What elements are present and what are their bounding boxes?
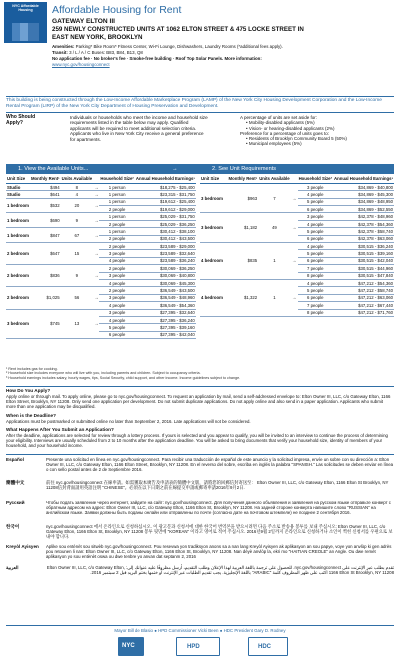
- steps-bar: [6, 164, 394, 174]
- units-cell: 15: [61, 243, 94, 265]
- table-row: [200, 213, 394, 220]
- household-size-cell: 3 people: [99, 250, 134, 257]
- rent-cell: $836: [30, 265, 61, 287]
- units-cell: 1: [258, 243, 291, 280]
- language-name: Español: [6, 457, 24, 462]
- household-size-cell: 8 people: [298, 272, 333, 279]
- household-size-cell: 4 people: [298, 279, 333, 286]
- table-row: [6, 243, 196, 250]
- hdc-logo: HDC: [248, 637, 288, 656]
- step-2-label: 2. See Unit Requirements: [212, 165, 277, 172]
- arrow-cell: →: [291, 183, 298, 213]
- household-size-cell: 4 people: [298, 243, 333, 250]
- income-range-cell: $30,069 - $45,300: [135, 279, 196, 286]
- rent-cell: $532: [30, 198, 61, 213]
- rent-cell: $745: [30, 309, 61, 339]
- transit-line: Transit: 3 / L / A / C Buses: B83, B84, B13, Q8: [52, 50, 143, 55]
- household-size-cell: 4 people: [298, 191, 333, 198]
- household-size-cell: 2 people: [99, 287, 134, 294]
- table-row: [6, 198, 196, 205]
- income-range-cell: $34,869 - $48,950: [333, 198, 394, 205]
- household-size-cell: 1 person: [99, 198, 134, 205]
- income-range-cell: $23,315 - $31,750: [135, 191, 196, 198]
- household-size-cell: 5 people: [298, 198, 333, 205]
- arrow-cell: →: [291, 213, 298, 243]
- arrow-cell: →: [94, 191, 99, 197]
- arrow-cell: →: [94, 184, 99, 190]
- table-row: [6, 183, 196, 190]
- table-row: [6, 213, 196, 220]
- units-table-right-body: [200, 183, 394, 316]
- units-table-left: [6, 176, 196, 339]
- household-size-cell: 7 people: [298, 302, 333, 309]
- income-range-cell: $30,515 - $39,160: [333, 250, 394, 257]
- building-icon: [12, 23, 39, 41]
- after-submission: What Happens After You Submit an Application? After the deadline, applications are selected for review through a lottery process. If yours is selected and you appear to qualify, you will be invited to an interview to continue the process of determining your eligibility. Interviews are usually scheduled from 2 to 10 months after the application deadline. You will be asked to bring documents that verify your household size, identity of members of your household, and your household income.: [6, 427, 388, 448]
- units-table-left-body: [6, 183, 196, 338]
- household-size-cell: 3 people: [99, 272, 134, 279]
- language-name: Kreyòl Ayisyen: [6, 544, 39, 549]
- table-row: [200, 279, 394, 286]
- household-size-cell: 3 people: [99, 309, 134, 316]
- unit-size-cell: 3 bedroom: [6, 309, 30, 339]
- household-size-cell: 2 people: [99, 220, 134, 227]
- income-range-cell: $34,869 - $52,550: [333, 206, 394, 213]
- household-size-cell: 1 person: [99, 191, 134, 198]
- household-size-cell: 2 people: [99, 243, 134, 250]
- rent-cell: $835: [228, 243, 259, 280]
- household-size-cell: 6 people: [298, 235, 333, 242]
- income-range-cell: $19,612 - $25,400: [135, 198, 196, 205]
- income-range-cell: $42,378 - $48,960: [333, 213, 394, 220]
- income-range-cell: $47,212 - $58,740: [333, 287, 394, 294]
- household-size-cell: 4 people: [298, 220, 333, 227]
- set-aside-criteria: A percentage of units are set aside for: • Mobility-disabled applicants (5%) • Vision- or hearing-disabled applicants (2%) Preference for a percentage of units goes to: • Residents of Brooklyn Community Board 5 (50%) • Municipal employees (5%): [240, 115, 347, 147]
- divider: [6, 625, 394, 626]
- rent-cell: $1,322: [228, 279, 259, 316]
- col-household: Household Size²: [298, 176, 333, 183]
- translation-text: Чтобы подать заявление через интернет, зайдите на сайт: nyc.gov/housingconnect. Для получения данного объявления и заявления на русском языке отправьте конверт с обратным адресом на адрес: Elton Owner III, LLC, c/o Gateway Elton, 1166 Elton St, Brooklyn, NY 11208. На задней стороне конверта напишите слово "RUSSIAN" на английском языке. Заявки должны быть поданы онлайн или отправлены по почте (согласно дате на почтовом штемпеле) не позднее 2 сентября 2016.: [46, 500, 391, 516]
- translation-text: nyc.gov/housingconnect 에서 온라인으로 신청하십시오. 이 광고문과 신청서에 대한 한국어 번역본을 받으시려면 다음 주소로 반송용 봉투를 보내 주십시오: Elton Owner III, LLC, c/o Gateway Elton, 1166 Elton St, Brooklyn, NY 11208 봉투 뒷면에 "KOREAN" 이라고 영어로 적어 주십시오. 2016년9월 2일까지 온라인으로 신청하거나 소인이 찍힌 신청서를 우편으로 보내야 합니다.: [46, 524, 393, 540]
- household-size-cell: 4 people: [99, 257, 134, 264]
- how-to-apply: How Do You Apply? Apply online or through mail. To apply online, please go to nyc.gov/housingconnect. To request an application by mail, send a self-addressed envelope to: Elton Owner III, LLC, c/o Gateway Elton, 1166 Elton Street, Brooklyn, NY 11208. Only send one application per development. Do not submit duplicate applications. Do not apply online and also send in a paper application. Applicants who submit more than one application may be disqualified.: [6, 388, 391, 409]
- divider: [6, 454, 394, 455]
- table-row: [200, 243, 394, 250]
- rent-cell: $963: [228, 183, 259, 213]
- table-row: [6, 265, 196, 272]
- income-range-cell: $36,549 - $48,960: [135, 294, 196, 301]
- arrow-cell: →: [93, 309, 99, 339]
- income-range-cell: $42,378 - $54,360: [333, 220, 394, 227]
- income-range-cell: $27,395 - $42,040: [135, 331, 196, 338]
- hpd-logo: HPD: [176, 637, 220, 656]
- rent-cell: $1,182: [228, 213, 259, 243]
- income-range-cell: $30,515 - $47,840: [333, 272, 394, 279]
- nyc-housing-logo: [4, 2, 47, 43]
- unit-size-cell: 1 bedroom: [6, 228, 30, 243]
- col-rent: Monthly Rent¹: [30, 176, 61, 183]
- language-name: Русский: [6, 500, 25, 505]
- household-size-cell: 3 people: [99, 294, 134, 301]
- household-size-cell: 2 people: [99, 265, 134, 272]
- rent-cell: $494: [30, 183, 61, 190]
- arrow-cell: →: [291, 279, 298, 316]
- unit-size-cell: 3 bedroom: [200, 183, 228, 213]
- household-size-cell: 8 people: [298, 309, 333, 316]
- income-range-cell: $30,069 - $40,800: [135, 272, 196, 279]
- more-info-link[interactable]: www.nyc.gov/housingconnect: [52, 62, 110, 67]
- units-cell: 8: [61, 183, 94, 190]
- income-range-cell: $27,395 - $36,240: [135, 316, 196, 323]
- col-income: Annual Household Earnings³: [135, 176, 196, 183]
- income-range-cell: $25,029 - $31,750: [135, 213, 196, 220]
- household-size-cell: 1 person: [99, 183, 134, 190]
- unit-size-cell: 2 bedroom: [6, 287, 30, 309]
- units-cell: 1: [258, 279, 291, 316]
- units-cell: 56: [61, 287, 94, 309]
- unit-size-cell: 2 bedroom: [6, 265, 30, 287]
- household-size-cell: 1 person: [99, 228, 134, 235]
- income-range-cell: $34,869 - $40,800: [333, 183, 394, 190]
- unit-size-cell: 4 bedroom: [200, 279, 228, 316]
- income-range-cell: $30,069 - $36,250: [135, 265, 196, 272]
- col-unit-size: Unit Size: [6, 176, 30, 183]
- unit-size-cell: 1 bedroom: [6, 198, 30, 213]
- household-size-cell: 3 people: [298, 183, 333, 190]
- income-range-cell: $30,412 - $38,100: [135, 228, 196, 235]
- income-range-cell: $30,412 - $43,500: [135, 235, 196, 242]
- rent-cell: $1,025: [30, 287, 61, 309]
- household-size-cell: 5 people: [99, 324, 134, 331]
- col-units: Units Available: [61, 176, 94, 183]
- income-range-cell: $30,515 - $44,960: [333, 265, 394, 272]
- household-size-cell: 5 people: [298, 287, 333, 294]
- translation-text: تقدم بطلب عبر الإنترنت على nyc.gov/housingconnect. للحصول على ترجمة باللغة العربية لهذا الإعلان وطلب التقديم، أرسل مظروفًا عليه عنوانك إلى: Elton Owner III, LLC, c/o Gateway Elton, 1166 Elton St Brooklyn, NY 11208 اكتب على ظهر المظروف كلمة "ARABIC" باللغة الإنجليزية. يجب تقديم الطلبات عبر الإنترنت أو ختمها بختم البريد قبل 2 سبتمبر 2016.: [46, 565, 394, 576]
- income-range-cell: $42,378 - $58,740: [333, 228, 394, 235]
- arrow-cell: →: [93, 287, 99, 309]
- divider: [6, 112, 394, 113]
- units-cell: 49: [258, 213, 291, 243]
- arrow-cell: →: [93, 198, 99, 213]
- table-row: [6, 191, 196, 198]
- household-size-cell: 2 people: [99, 235, 134, 242]
- divider: [6, 386, 394, 387]
- income-range-cell: $42,378 - $63,060: [333, 235, 394, 242]
- income-range-cell: $23,589 - $32,640: [135, 250, 196, 257]
- arrow-cell: →: [291, 243, 298, 280]
- who-should-apply-text: Individuals or households who meet the income and household size requirements listed in the table below may apply. Qualified applicants will be required to meet additional selection criteria. Applicants who live in New York City receive a general preference for apartments.: [70, 115, 208, 142]
- units-cell: 13: [61, 309, 94, 339]
- units-table-right: [200, 176, 394, 317]
- fee-line: No application fee · No broker's fee · Smoke-free building · Roof Top Solar Panels. More information:: [52, 56, 262, 61]
- step-1-label: 1. View the Available Units...: [18, 165, 89, 172]
- col-rent: Monthly Rent¹: [228, 176, 259, 183]
- household-size-cell: 7 people: [298, 265, 333, 272]
- income-range-cell: $36,549 - $43,500: [135, 287, 196, 294]
- translation-text: Aplike sou entènèt sou sitwèb nyc.gov/housingconnect. Pou resevwa yon tradiksyon anons sa a nan lang Kreyòl Ayisyen ak aplikasyon an sou papye, voye yon anvlòp ki gen adrès pou retounen li nan: Elton Owner III, LLC, c/o Gateway Elton, 1166 Elton St, Brooklyn, NY 11208. Nan dèyè anvlòp la, ekri mo "HAITIAN CREOLE" an Angle. Ou dwe remèt aplikasyon yo sou entènèt oswa ou dwe tenbre yo anvan dat septanm 2, 2016: [46, 544, 392, 560]
- arrow-cell: →: [93, 213, 99, 228]
- language-name: العربية: [6, 565, 19, 570]
- unit-size-cell: 3 bedroom: [200, 213, 228, 243]
- page-title: Affordable Housing for Rent: [52, 4, 182, 16]
- household-size-cell: 5 people: [298, 228, 333, 235]
- units-cell: 9: [61, 213, 94, 228]
- household-size-cell: 3 people: [298, 213, 333, 220]
- income-range-cell: $25,029 - $36,250: [135, 220, 196, 227]
- arrow-cell: →: [93, 265, 99, 287]
- who-should-apply-label: Who Should Apply?: [6, 114, 36, 126]
- nyc-logo: NYC: [118, 637, 144, 656]
- household-size-cell: 6 people: [298, 257, 333, 264]
- deadline: When is the Deadline? Applications must be postmarked or submitted online no later than September 2, 2016. Late applications will not be considered.: [6, 413, 251, 424]
- table-row: [6, 309, 196, 316]
- units-cell: 7: [258, 183, 291, 213]
- logo-text: NYC Affordable Housing: [12, 4, 39, 13]
- officials-line: Mayor Bill de Blasio ● HPD Commissioner Vicki Been ● HDC President Gary D. Rodney: [114, 628, 286, 633]
- amenities-line: Amenities: Parking* Bike Room* Fitness Center, Wi-Fi Lounge, Dishwashers, Laundry Rooms (*additional fees apply).: [52, 44, 283, 49]
- table-row: [200, 183, 394, 190]
- language-name: 한국어: [6, 524, 20, 529]
- income-range-cell: $47,212 - $63,060: [333, 294, 394, 301]
- income-range-cell: $27,395 - $39,160: [135, 324, 196, 331]
- income-range-cell: $27,395 - $32,640: [135, 309, 196, 316]
- units-cell: 20: [61, 198, 94, 213]
- arrow-right-icon: →: [172, 165, 178, 172]
- income-range-cell: $18,275 - $25,400: [135, 183, 196, 190]
- household-size-cell: 4 people: [99, 302, 134, 309]
- location-headline: EAST NEW YORK, BROOKLYN: [52, 34, 143, 41]
- income-range-cell: $23,589 - $36,240: [135, 257, 196, 264]
- household-size-cell: 6 people: [298, 294, 333, 301]
- units-cell: 4: [61, 191, 94, 198]
- rent-cell: $647: [30, 243, 61, 265]
- rent-cell: $641: [30, 191, 61, 198]
- rent-cell: $690: [30, 213, 61, 228]
- unit-size-cell: 4 bedroom: [200, 243, 228, 280]
- income-range-cell: $36,549 - $54,360: [135, 302, 196, 309]
- col-household: Household Size²: [99, 176, 134, 183]
- col-income: Annual Household Earnings³: [333, 176, 394, 183]
- household-size-cell: 4 people: [99, 279, 134, 286]
- income-range-cell: $30,515 - $42,040: [333, 257, 394, 264]
- building-name: GATEWAY ELTON III: [52, 18, 116, 25]
- household-size-cell: 6 people: [298, 206, 333, 213]
- household-size-cell: 4 people: [99, 316, 134, 323]
- income-range-cell: $30,515 - $36,240: [333, 243, 394, 250]
- footnotes: ¹ Rent includes gas for cooking. ² Household size includes everyone who will live with you, including parents and children. Subject to occupancy criteria. ³ Household earnings includes salary, hourly wages, tips, Social Security, child support, and other income. Income guidelines subject to change.: [6, 367, 241, 380]
- translation-text: Presente una solicitud en línea en nyc.gov/housingconnect. Para recibir una traducción de español de este anuncio y la solicitud impresa, envíe un sobre con su dirección a: Elton Owner III, LLC, c/o Gateway Elton, 1166 Elton Street, Brooklyn, NY 11208. En el reverso del sobre, escriba en inglés la palabra "SPANISH." Las solicitudes se deben enviar en línea o con sello postal antes de 2 de Septiembre 2016.: [46, 457, 394, 473]
- language-name: 簡體中文: [6, 480, 25, 485]
- unit-size-cell: Studio: [6, 191, 30, 198]
- rent-cell: $847: [30, 228, 61, 243]
- units-cell: 9: [61, 265, 94, 287]
- income-range-cell: $34,869 - $45,300: [333, 191, 394, 198]
- units-headline: 259 NEWLY CONSTRUCTED UNITS AT 1062 ELTON STREET & 475 LOCKE STREET IN: [52, 26, 304, 33]
- income-range-cell: $23,589 - $29,000: [135, 243, 196, 250]
- col-units: Units Available: [258, 176, 291, 183]
- arrow-cell: →: [93, 228, 99, 243]
- unit-size-cell: 2 bedroom: [6, 243, 30, 265]
- income-range-cell: $47,212 - $67,440: [333, 302, 394, 309]
- units-cell: 67: [61, 228, 94, 243]
- household-size-cell: 1 person: [99, 213, 134, 220]
- income-range-cell: $47,212 - $71,760: [333, 309, 394, 316]
- household-size-cell: 6 people: [99, 331, 134, 338]
- income-range-cell: $47,212 - $54,360: [333, 279, 394, 286]
- unit-size-cell: Studio: [6, 183, 30, 190]
- household-size-cell: 5 people: [298, 250, 333, 257]
- household-size-cell: 2 people: [99, 206, 134, 213]
- program-intro: This building is being constructed through the Low-Income Affordable Marketplace Program (LAMP) of the New York City Housing Development Corporation and the Low-Income Rental Program (LIRP) of the New York City Department of Housing Preservation and Development.: [6, 98, 382, 109]
- arrow-cell: →: [93, 243, 99, 265]
- col-unit-size: Unit Size: [200, 176, 228, 183]
- table-row: [6, 287, 196, 294]
- divider: [6, 96, 394, 97]
- table-row: [6, 228, 196, 235]
- unit-size-cell: 1 bedroom: [6, 213, 30, 228]
- translation-text: 前往 nyc.gov/housingconnect 在線申請。如需獲取本廣告及申請表的簡體中文版，請將您的回郵信封寄送至： Elton Owner III, LLC, c/o Gateway Elton, 1166 Elton St Brooklyn, NY 11208信封背面請用英語注明 "CHINESE"。必須在以下日期之前在線提交申請或郵寄申請2016年9月2日.: [46, 480, 389, 491]
- income-range-cell: $19,612 - $29,000: [135, 206, 196, 213]
